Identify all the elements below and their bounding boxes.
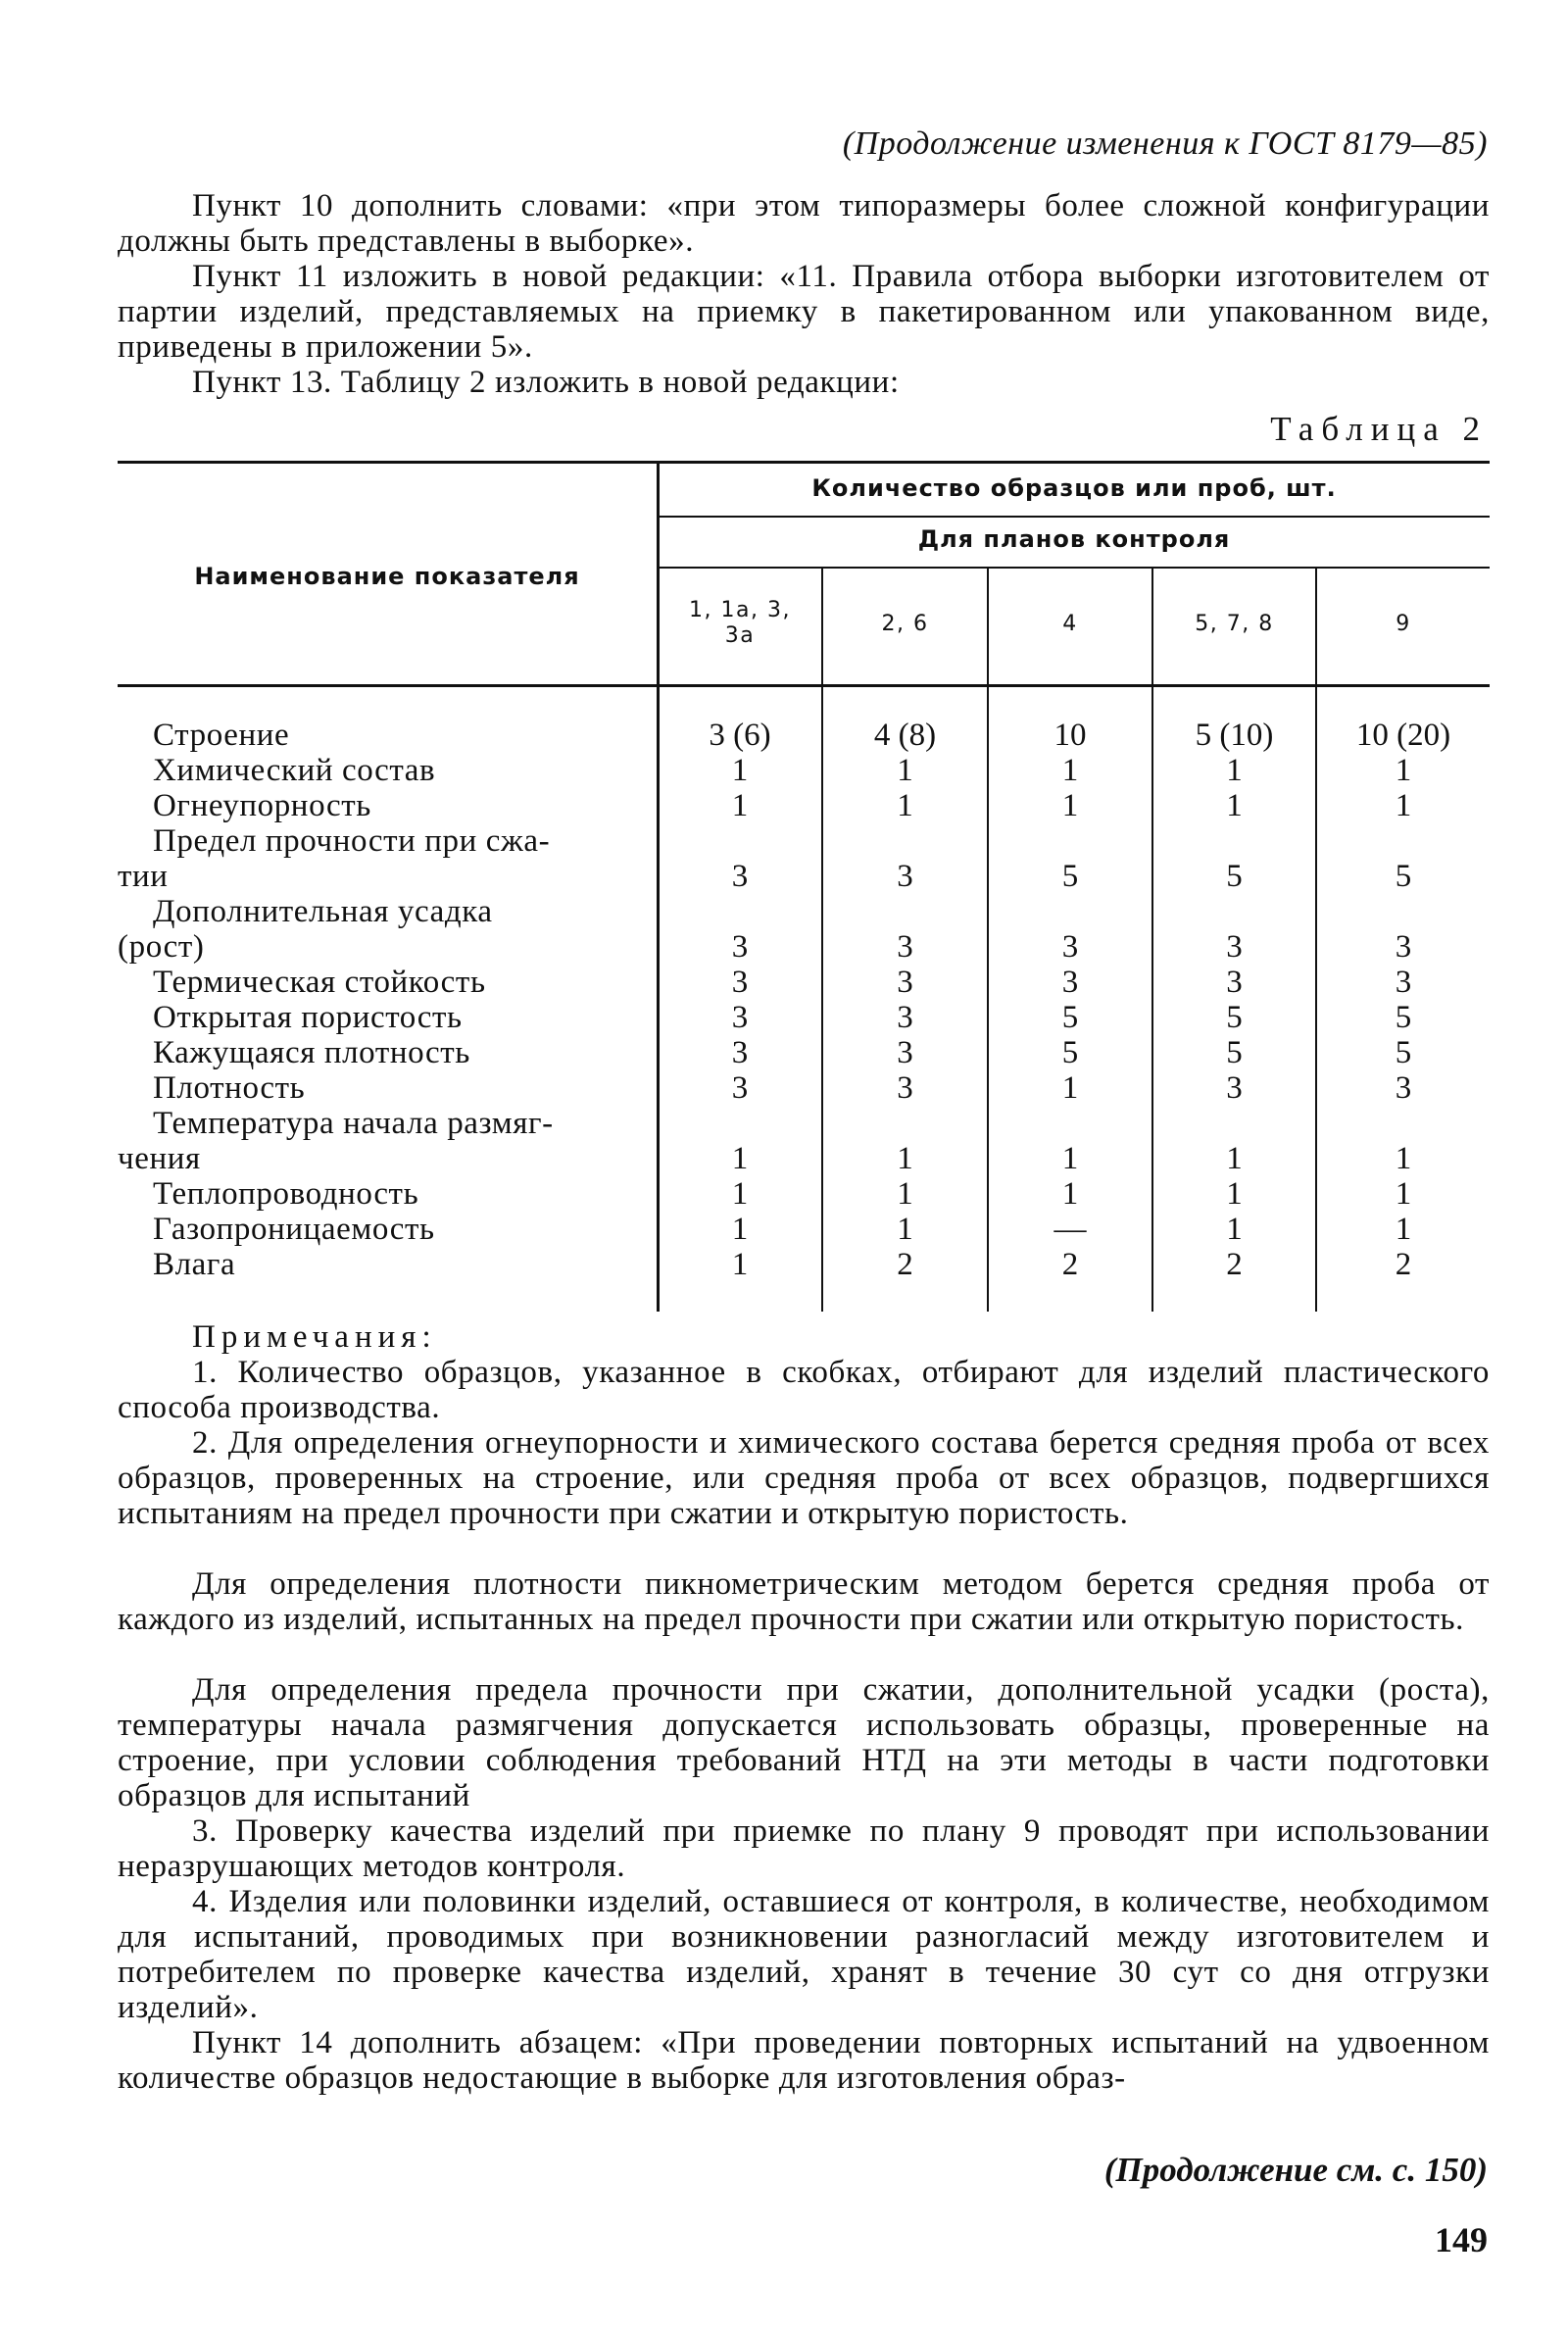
cell-plan-4: 2 xyxy=(1226,1247,1243,1282)
cell-plan-3: 5 xyxy=(1061,1000,1079,1035)
cell-plan-2: 1 xyxy=(897,788,913,823)
table-top-rule xyxy=(118,461,1490,464)
cell-plan-1: 3 xyxy=(731,1035,749,1070)
row-name-continued: чения xyxy=(118,1141,201,1176)
row-name: Предел прочности при сжа- xyxy=(153,823,551,859)
cell-plan-5: 1 xyxy=(1395,1141,1412,1176)
cell-plan-5: 3 xyxy=(1395,1070,1412,1106)
table-row xyxy=(118,1247,1490,1282)
cell-plan-2: 1 xyxy=(897,1212,913,1247)
table-row xyxy=(118,1176,1490,1212)
cell-plan-1: 3 xyxy=(731,929,749,965)
cell-plan-5: 1 xyxy=(1395,1176,1412,1212)
table-row xyxy=(118,965,1490,1000)
table-row xyxy=(118,788,1490,823)
plan-col-2: 2, 6 xyxy=(881,612,929,636)
cell-plan-2: 3 xyxy=(897,929,913,965)
header-rule-2 xyxy=(659,567,1490,569)
cell-plan-2: 2 xyxy=(897,1247,913,1282)
cell-plan-4: 5 (10) xyxy=(1195,718,1274,753)
cell-plan-3: 5 xyxy=(1061,1035,1079,1070)
cell-plan-3: — xyxy=(1054,1212,1087,1247)
row-name: Плотность xyxy=(153,1070,306,1106)
row-name: Кажущаяся плотность xyxy=(153,1035,470,1070)
cell-plan-2: 3 xyxy=(897,1070,913,1106)
cell-plan-5: 1 xyxy=(1395,753,1412,788)
cell-plan-1: 1 xyxy=(731,788,749,823)
plan-col-5: 9 xyxy=(1396,612,1411,636)
cell-plan-3: 10 xyxy=(1054,718,1087,753)
row-name: Газопроницаемость xyxy=(153,1212,435,1247)
table-row xyxy=(118,1212,1490,1247)
cell-plan-3: 1 xyxy=(1061,753,1079,788)
header-indicator-name: Наименование показателя xyxy=(194,563,580,590)
cell-plan-2: 3 xyxy=(897,1035,913,1070)
cell-plan-5: 3 xyxy=(1395,965,1412,1000)
cell-plan-1: 1 xyxy=(731,753,749,788)
row-name: Температура начала размяг- xyxy=(153,1106,554,1141)
row-name: Химический состав xyxy=(153,753,436,788)
row-name: Теплопроводность xyxy=(153,1176,419,1212)
cell-plan-4: 1 xyxy=(1226,1176,1243,1212)
cell-plan-2: 3 xyxy=(897,859,913,894)
cell-plan-1: 1 xyxy=(731,1247,749,1282)
cell-plan-4: 3 xyxy=(1226,929,1243,965)
header-bottom-rule xyxy=(118,684,1490,687)
table-row xyxy=(118,1035,1490,1070)
note-1: 1. Количество образцов, указанное в скобках, отбирают для изделий пластического способа производства. xyxy=(118,1355,1490,1425)
plan-col-1: 1, 1а, 3, 3а xyxy=(689,598,791,648)
cell-plan-1: 3 xyxy=(731,1000,749,1035)
cell-plan-2: 3 xyxy=(897,965,913,1000)
cell-plan-1: 3 xyxy=(731,859,749,894)
cell-plan-2: 1 xyxy=(897,753,913,788)
cell-plan-3: 1 xyxy=(1061,788,1079,823)
cell-plan-2: 3 xyxy=(897,1000,913,1035)
plan-col-4: 5, 7, 8 xyxy=(1195,612,1274,636)
table-row xyxy=(118,859,1490,894)
row-name-continued: тии xyxy=(118,859,169,894)
cell-plan-5: 1 xyxy=(1395,788,1412,823)
row-name: Строение xyxy=(153,718,290,753)
cell-plan-3: 3 xyxy=(1061,965,1079,1000)
cell-plan-3: 2 xyxy=(1061,1247,1079,1282)
plan-col-3: 4 xyxy=(1062,612,1078,636)
cell-plan-5: 1 xyxy=(1395,1212,1412,1247)
paragraph-point-14: Пункт 14 дополнить абзацем: «При проведении повторных испытаний на удвоенном количестве образцов недостающие в выборке для изготовления образ- xyxy=(118,2025,1490,2096)
cell-plan-1: 3 (6) xyxy=(709,718,771,753)
cell-plan-4: 5 xyxy=(1226,1000,1243,1035)
cell-plan-3: 1 xyxy=(1061,1070,1079,1106)
row-name: Огнеупорность xyxy=(153,788,371,823)
running-header: (Продолжение изменения к ГОСТ 8179—85) xyxy=(842,125,1488,162)
cell-plan-4: 3 xyxy=(1226,965,1243,1000)
table-row xyxy=(118,929,1490,965)
row-name: Открытая пористость xyxy=(153,1000,463,1035)
cell-plan-5: 3 xyxy=(1395,929,1412,965)
cell-plan-4: 1 xyxy=(1226,788,1243,823)
cell-plan-5: 5 xyxy=(1395,1000,1412,1035)
cell-plan-2: 1 xyxy=(897,1141,913,1176)
table-caption: Таблица 2 xyxy=(1270,410,1488,448)
paragraph-point-10: Пункт 10 дополнить словами: «при этом типоразмеры более сложной конфигурации должны быть представлены в выборке». xyxy=(118,188,1490,259)
row-name: Дополнительная усадка xyxy=(153,894,493,929)
cell-plan-1: 1 xyxy=(731,1212,749,1247)
cell-plan-3: 3 xyxy=(1061,929,1079,965)
note-3: 3. Проверку качества изделий при приемке по плану 9 проводят при использовании неразрушающих методов контроля. xyxy=(118,1813,1490,1884)
cell-plan-1: 1 xyxy=(731,1176,749,1212)
cell-plan-5: 5 xyxy=(1395,1035,1412,1070)
row-name-continued: (рост) xyxy=(118,929,205,965)
row-name: Термическая стойкость xyxy=(153,965,486,1000)
cell-plan-1: 1 xyxy=(731,1141,749,1176)
table-row xyxy=(118,1000,1490,1035)
header-sample-count: Количество образцов или проб, шт. xyxy=(811,474,1337,502)
cell-plan-3: 5 xyxy=(1061,859,1079,894)
table-row xyxy=(118,753,1490,788)
cell-plan-2: 1 xyxy=(897,1176,913,1212)
row-name: Влага xyxy=(153,1247,236,1282)
note-4: 4. Изделия или половинки изделий, оставшиеся от контроля, в количестве, необходимом для испытаний, проводимых при возникновении разногласий между изготовителем и потребителем по проверке качества изделий, хранят в течение 30 сут со дня отгрузки изделий». xyxy=(118,1884,1490,2025)
cell-plan-1: 3 xyxy=(731,1070,749,1106)
note-2-density: Для определения плотности пикнометрическим методом берется средняя проба от каждого из изделий, испытанных на предел прочности при сжатии или открытую пористость. xyxy=(118,1566,1490,1637)
note-2-strength: Для определения предела прочности при сжатии, дополнительной усадки (роста), температуры начала размягчения допускается использовать образцы, проверенные на строение, при условии соблюдения требований НТД на эти методы в части подготовки образцов для испытаний xyxy=(118,1672,1490,1813)
paragraph-point-11: Пункт 11 изложить в новой редакции: «11. Правила отбора выборки изготовителем от партии изделий, представляемых на приемку в пакетированном или упакованном виде, приведены в приложении 5». xyxy=(118,259,1490,365)
table-row xyxy=(118,1070,1490,1106)
cell-plan-4: 1 xyxy=(1226,1141,1243,1176)
cell-plan-4: 3 xyxy=(1226,1070,1243,1106)
table-row-name-line xyxy=(118,894,1490,929)
paragraph-point-13: Пункт 13. Таблицу 2 изложить в новой редакции: xyxy=(192,365,900,400)
header-control-plans: Для планов контроля xyxy=(917,525,1231,553)
table-row xyxy=(118,1141,1490,1176)
table-row-name-line xyxy=(118,823,1490,859)
cell-plan-2: 4 (8) xyxy=(873,718,937,753)
cell-plan-5: 2 xyxy=(1395,1247,1412,1282)
cell-plan-3: 1 xyxy=(1061,1141,1079,1176)
table-row xyxy=(118,718,1490,753)
note-2: 2. Для определения огнеупорности и химического состава берется средняя проба от всех образцов, проверенных на строение, или средняя проба от всех образцов, подвергшихся испытаниям на предел прочности при сжатии и открытую пористость. xyxy=(118,1425,1490,1531)
continuation-note: (Продолжение см. с. 150) xyxy=(1103,2151,1488,2189)
cell-plan-4: 1 xyxy=(1226,1212,1243,1247)
cell-plan-5: 5 xyxy=(1395,859,1412,894)
header-rule-1 xyxy=(659,516,1490,518)
page-number: 149 xyxy=(1435,2220,1488,2259)
table-2 xyxy=(118,461,1490,1312)
cell-plan-3: 1 xyxy=(1061,1176,1079,1212)
cell-plan-4: 1 xyxy=(1226,753,1243,788)
cell-plan-1: 3 xyxy=(731,965,749,1000)
notes-title: Примечания: xyxy=(192,1319,437,1355)
cell-plan-5: 10 (20) xyxy=(1355,718,1451,753)
cell-plan-4: 5 xyxy=(1226,1035,1243,1070)
cell-plan-4: 5 xyxy=(1226,859,1243,894)
table-row-name-line xyxy=(118,1106,1490,1141)
